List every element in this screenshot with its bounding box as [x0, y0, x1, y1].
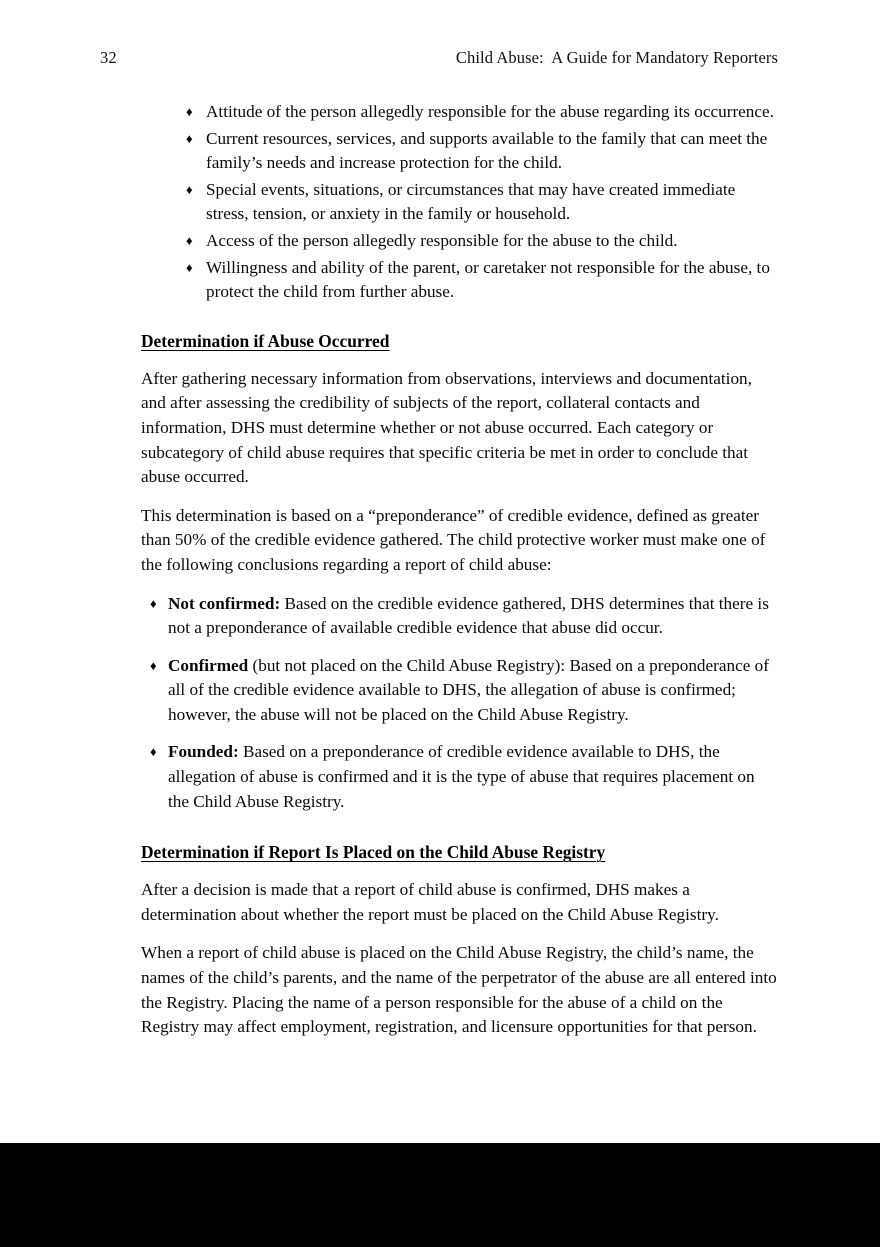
- diamond-bullet-icon: ♦: [186, 181, 193, 197]
- list-item-lead: Confirmed: [168, 655, 249, 675]
- running-head: [100, 47, 778, 73]
- paragraph-registry-1: After a decision is made that a report of child abuse is confirmed, DHS makes a determination about whether the report must be placed on the Child Abuse Registry.: [141, 880, 719, 924]
- list-item-lead: Not confirmed:: [168, 593, 281, 613]
- paragraph-abuse-occurred-2: This determination is based on a “preponderance” of credible evidence, defined as greater than 50% of the credible evidence gathered. The child protective worker must make one of the following conclusions regarding a report of child abuse:: [141, 505, 766, 574]
- diamond-bullet-icon: ♦: [186, 104, 193, 119]
- list-item: [150, 592, 777, 641]
- list-item: [186, 127, 777, 176]
- list-item: [150, 740, 777, 814]
- heading-block-registry: [141, 840, 777, 864]
- diamond-bullet-icon: ♦: [186, 259, 193, 275]
- list-item-lead: Founded:: [168, 742, 239, 762]
- paragraph-abuse-occurred-1: After gathering necessary information from observations, interviews and documentation, and after assessing the credibility of subjects of the report, collateral contacts and information, DHS must determine whether or not abuse occurred. Each category or subcategory of child abuse requires that specific criteria be met in order to conclude that abuse occurred.: [141, 368, 752, 487]
- list-item: [186, 178, 777, 227]
- list-item-text: Access of the person allegedly responsible for the abuse to the child.: [206, 230, 678, 250]
- scan-edge-band: [0, 1143, 880, 1247]
- diamond-bullet-icon: ♦: [150, 595, 157, 611]
- list-item: [150, 654, 777, 728]
- list-item-text: Attitude of the person allegedly responsible for the abuse regarding its occurrence.: [206, 102, 774, 121]
- list-item: [186, 229, 777, 254]
- list-item-text: (but not placed on the Child Abuse Registry): Based on a preponderance of all of the credible evidence available to DHS, the allegation of abuse is confirmed; however, the abuse will not be placed on the Child Abuse Registry.: [168, 655, 769, 724]
- paragraph-registry-2: When a report of child abuse is placed on the Child Abuse Registry, the child’s name, the names of the child’s parents, and the name of the perpetrator of the abuse are all entered into the Registry. Placing the name of a person responsible for the abuse of a child on the Registry may affect employment, registration, and licensure opportunities for that person.: [141, 943, 777, 1037]
- diamond-bullet-icon: ♦: [186, 130, 193, 146]
- list-item-text: Special events, situations, or circumstances that may have created immediate stress, tension, or anxiety in the family or household.: [206, 179, 736, 224]
- page-body: [141, 100, 777, 1040]
- diamond-bullet-icon: ♦: [150, 657, 157, 673]
- section-heading-abuse-occurred: Determination if Abuse Occurred: [141, 330, 390, 351]
- heading-block-abuse-occurred: [141, 329, 777, 353]
- list-item-text: Current resources, services, and supports available to the family that can meet the family’s needs and increase protection for the child.: [206, 128, 768, 173]
- conclusions-bullet-list: [150, 592, 777, 815]
- diamond-bullet-icon: ♦: [150, 744, 157, 760]
- document-running-title: Child Abuse: A Guide for Mandatory Reporters: [455, 48, 778, 67]
- section-heading-registry: Determination if Report Is Placed on the Child Abuse Registry: [141, 842, 606, 863]
- list-item-text: Based on a preponderance of credible evidence available to DHS, the allegation of abuse is confirmed and it is the type of abuse that requires placement on the Child Abuse Registry.: [168, 742, 755, 811]
- diamond-bullet-icon: ♦: [186, 232, 193, 248]
- list-item-text: Based on the credible evidence gathered, DHS determines that there is not a preponderance of available credible evidence that abuse did occur.: [168, 593, 769, 638]
- factors-bullet-list: [186, 100, 777, 305]
- list-item: [186, 256, 777, 305]
- list-item: [186, 100, 777, 125]
- page-number: 32: [100, 48, 117, 67]
- list-item-text: Willingness and ability of the parent, or caretaker not responsible for the abuse, to protect the child from further abuse.: [206, 257, 770, 302]
